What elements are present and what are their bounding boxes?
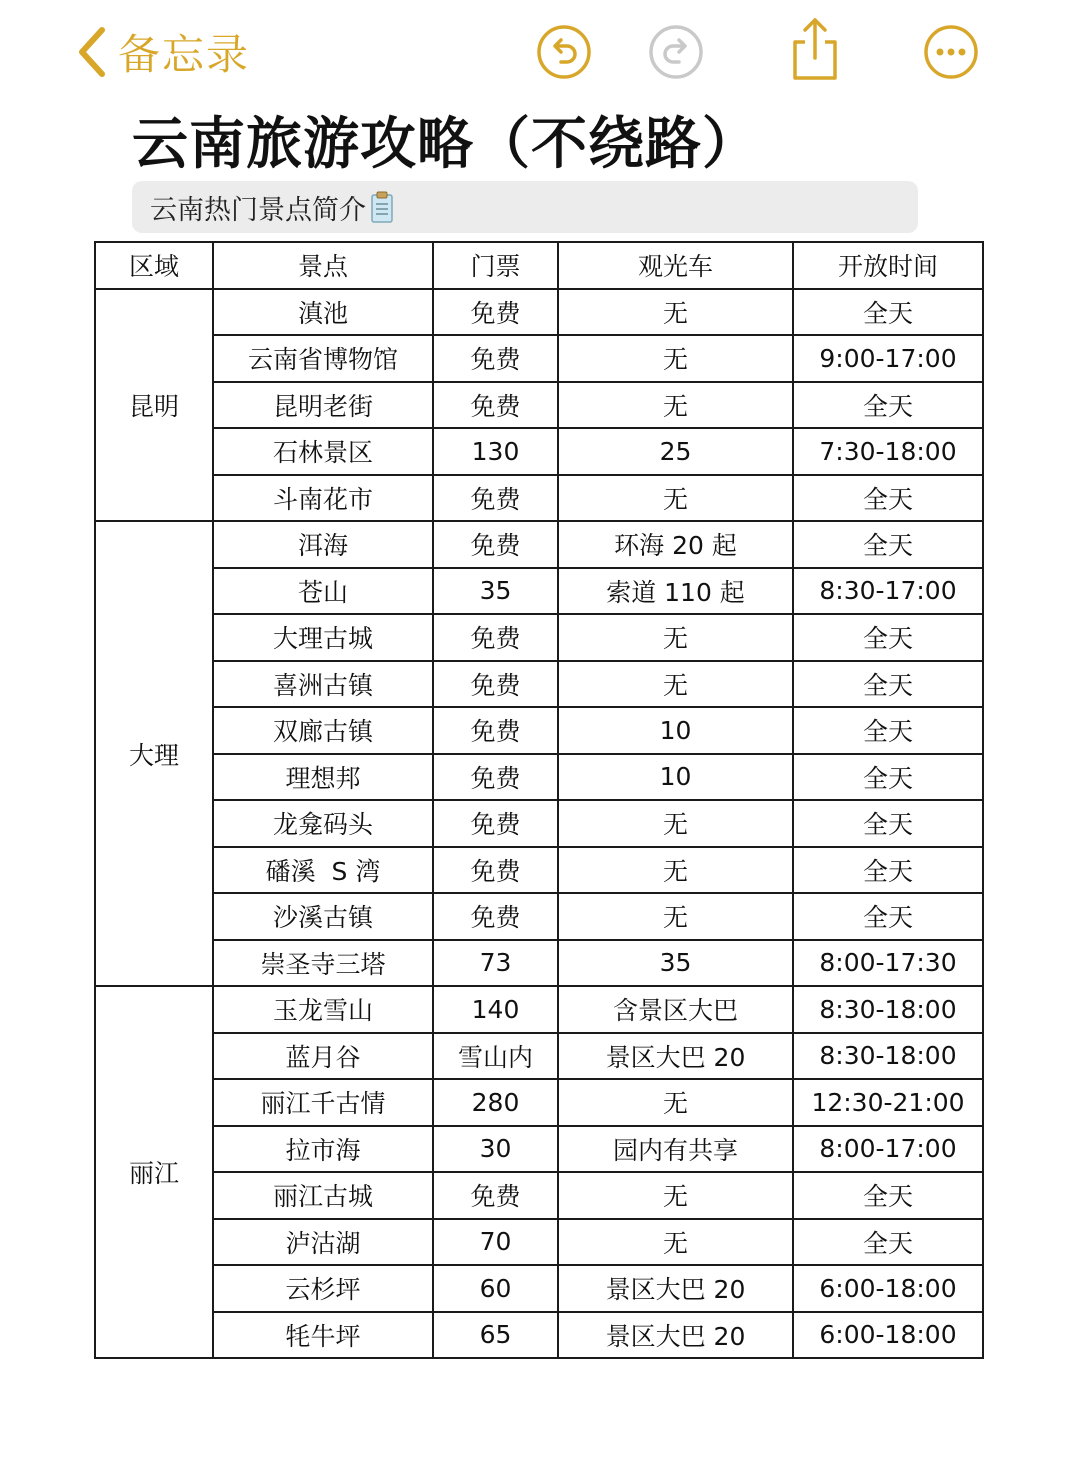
note-title: 云南旅游攻略（不绕路） [132, 112, 759, 177]
cell-hours: 全天 [793, 521, 983, 568]
cell-hours: 全天 [793, 893, 983, 940]
cell-ticket: 免费 [433, 707, 558, 754]
header-hours: 开放时间 [793, 242, 983, 289]
cell-ticket: 140 [433, 986, 558, 1033]
cell-hours: 全天 [793, 475, 983, 522]
cell-shuttle: 无 [558, 800, 793, 847]
table-row [95, 754, 983, 801]
cell-attraction: 龙龛码头 [213, 800, 433, 847]
cell-hours: 12:30-21:00 [793, 1079, 983, 1126]
cell-shuttle: 无 [558, 1079, 793, 1126]
cell-ticket: 35 [433, 568, 558, 615]
table-row [95, 661, 983, 708]
table-row [95, 1219, 983, 1266]
more-icon [921, 22, 981, 82]
cell-region: 昆明 [95, 289, 213, 522]
cell-ticket: 免费 [433, 800, 558, 847]
cell-attraction: 喜洲古镇 [213, 661, 433, 708]
cell-shuttle: 25 [558, 428, 793, 475]
cell-ticket: 免费 [433, 1172, 558, 1219]
header-region: 区域 [95, 242, 213, 289]
table-row [95, 1312, 983, 1359]
cell-shuttle: 景区大巴 20 [558, 1033, 793, 1080]
cell-shuttle: 无 [558, 893, 793, 940]
table-row [95, 475, 983, 522]
cell-hours: 全天 [793, 754, 983, 801]
cell-shuttle: 无 [558, 382, 793, 429]
cell-attraction: 丽江古城 [213, 1172, 433, 1219]
cell-hours: 全天 [793, 707, 983, 754]
cell-ticket: 30 [433, 1126, 558, 1173]
table-row [95, 1079, 983, 1126]
cell-attraction: 云南省博物馆 [213, 335, 433, 382]
table-row [95, 800, 983, 847]
cell-shuttle: 无 [558, 289, 793, 336]
cell-ticket: 280 [433, 1079, 558, 1126]
undo-icon [534, 22, 594, 82]
cell-ticket: 免费 [433, 847, 558, 894]
back-button[interactable] [74, 22, 250, 82]
cell-attraction: 洱海 [213, 521, 433, 568]
table-row [95, 847, 983, 894]
cell-shuttle: 索道 110 起 [558, 568, 793, 615]
cell-attraction: 苍山 [213, 568, 433, 615]
cell-shuttle: 10 [558, 754, 793, 801]
cell-shuttle: 无 [558, 661, 793, 708]
cell-ticket: 免费 [433, 475, 558, 522]
cell-shuttle: 环海 20 起 [558, 521, 793, 568]
cell-hours: 全天 [793, 847, 983, 894]
table-row [95, 335, 983, 382]
cell-shuttle: 35 [558, 940, 793, 987]
cell-shuttle: 10 [558, 707, 793, 754]
table-body [95, 289, 983, 1359]
cell-attraction: 大理古城 [213, 614, 433, 661]
table-row [95, 568, 983, 615]
table-row [95, 428, 983, 475]
cell-hours: 全天 [793, 1219, 983, 1266]
cell-hours: 9:00-17:00 [793, 335, 983, 382]
cell-attraction: 理想邦 [213, 754, 433, 801]
cell-hours: 全天 [793, 614, 983, 661]
cell-shuttle: 景区大巴 20 [558, 1265, 793, 1312]
cell-shuttle: 无 [558, 475, 793, 522]
cell-region: 丽江 [95, 986, 213, 1358]
cell-hours: 7:30-18:00 [793, 428, 983, 475]
cell-ticket: 免费 [433, 382, 558, 429]
cell-attraction: 滇池 [213, 289, 433, 336]
share-icon [785, 16, 845, 82]
back-chevron-icon [74, 26, 108, 78]
cell-attraction: 石林景区 [213, 428, 433, 475]
cell-ticket: 免费 [433, 289, 558, 336]
cell-ticket: 免费 [433, 521, 558, 568]
cell-hours: 8:30-18:00 [793, 986, 983, 1033]
cell-ticket: 免费 [433, 614, 558, 661]
cell-attraction: 云杉坪 [213, 1265, 433, 1312]
table-row [95, 893, 983, 940]
cell-hours: 全天 [793, 1172, 983, 1219]
cell-attraction: 泸沽湖 [213, 1219, 433, 1266]
undo-button[interactable] [534, 22, 594, 82]
cell-shuttle: 无 [558, 847, 793, 894]
cell-ticket: 65 [433, 1312, 558, 1359]
table-row [95, 1126, 983, 1173]
cell-attraction: 昆明老街 [213, 382, 433, 429]
redo-icon [646, 22, 706, 82]
table-row [95, 382, 983, 429]
header-shuttle: 观光车 [558, 242, 793, 289]
redo-button[interactable] [646, 22, 706, 82]
cell-attraction: 斗南花市 [213, 475, 433, 522]
header-ticket: 门票 [433, 242, 558, 289]
top-toolbar [0, 0, 1080, 100]
table-header-row [95, 242, 983, 289]
cell-shuttle: 含景区大巴 [558, 986, 793, 1033]
cell-ticket: 雪山内 [433, 1033, 558, 1080]
cell-hours: 全天 [793, 382, 983, 429]
table-row [95, 289, 983, 336]
table-row [95, 1172, 983, 1219]
table-row [95, 521, 983, 568]
cell-attraction: 崇圣寺三塔 [213, 940, 433, 987]
cell-ticket: 免费 [433, 893, 558, 940]
cell-shuttle: 无 [558, 1172, 793, 1219]
cell-region: 大理 [95, 521, 213, 986]
cell-shuttle: 园内有共享 [558, 1126, 793, 1173]
table-row [95, 1265, 983, 1312]
share-button[interactable] [785, 16, 845, 82]
cell-attraction: 双廊古镇 [213, 707, 433, 754]
cell-hours: 8:30-17:00 [793, 568, 983, 615]
table-row [95, 940, 983, 987]
cell-attraction: 磻溪 S 湾 [213, 847, 433, 894]
cell-attraction: 丽江千古情 [213, 1079, 433, 1126]
table-row [95, 1033, 983, 1080]
cell-ticket: 70 [433, 1219, 558, 1266]
cell-shuttle: 无 [558, 614, 793, 661]
subtitle-text: 云南热门景点简介 [150, 194, 366, 226]
cell-shuttle: 景区大巴 20 [558, 1312, 793, 1359]
back-label: 备忘录 [118, 30, 251, 79]
cell-hours: 8:00-17:30 [793, 940, 983, 987]
cell-ticket: 60 [433, 1265, 558, 1312]
clipboard-icon [370, 190, 394, 224]
cell-hours: 6:00-18:00 [793, 1265, 983, 1312]
cell-shuttle: 无 [558, 1219, 793, 1266]
cell-ticket: 73 [433, 940, 558, 987]
cell-attraction: 拉市海 [213, 1126, 433, 1173]
cell-attraction: 沙溪古镇 [213, 893, 433, 940]
cell-attraction: 玉龙雪山 [213, 986, 433, 1033]
cell-hours: 全天 [793, 800, 983, 847]
table-row [95, 707, 983, 754]
cell-shuttle: 无 [558, 335, 793, 382]
cell-ticket: 免费 [433, 661, 558, 708]
cell-ticket: 130 [433, 428, 558, 475]
table-row [95, 614, 983, 661]
attractions-table [94, 241, 984, 1359]
cell-hours: 全天 [793, 289, 983, 336]
subtitle-block [132, 181, 918, 233]
cell-hours: 6:00-18:00 [793, 1312, 983, 1359]
cell-attraction: 牦牛坪 [213, 1312, 433, 1359]
cell-ticket: 免费 [433, 754, 558, 801]
header-attraction: 景点 [213, 242, 433, 289]
cell-hours: 8:30-18:00 [793, 1033, 983, 1080]
more-button[interactable] [921, 22, 981, 82]
cell-hours: 8:00-17:00 [793, 1126, 983, 1173]
cell-hours: 全天 [793, 661, 983, 708]
cell-attraction: 蓝月谷 [213, 1033, 433, 1080]
table-row [95, 986, 983, 1033]
cell-ticket: 免费 [433, 335, 558, 382]
